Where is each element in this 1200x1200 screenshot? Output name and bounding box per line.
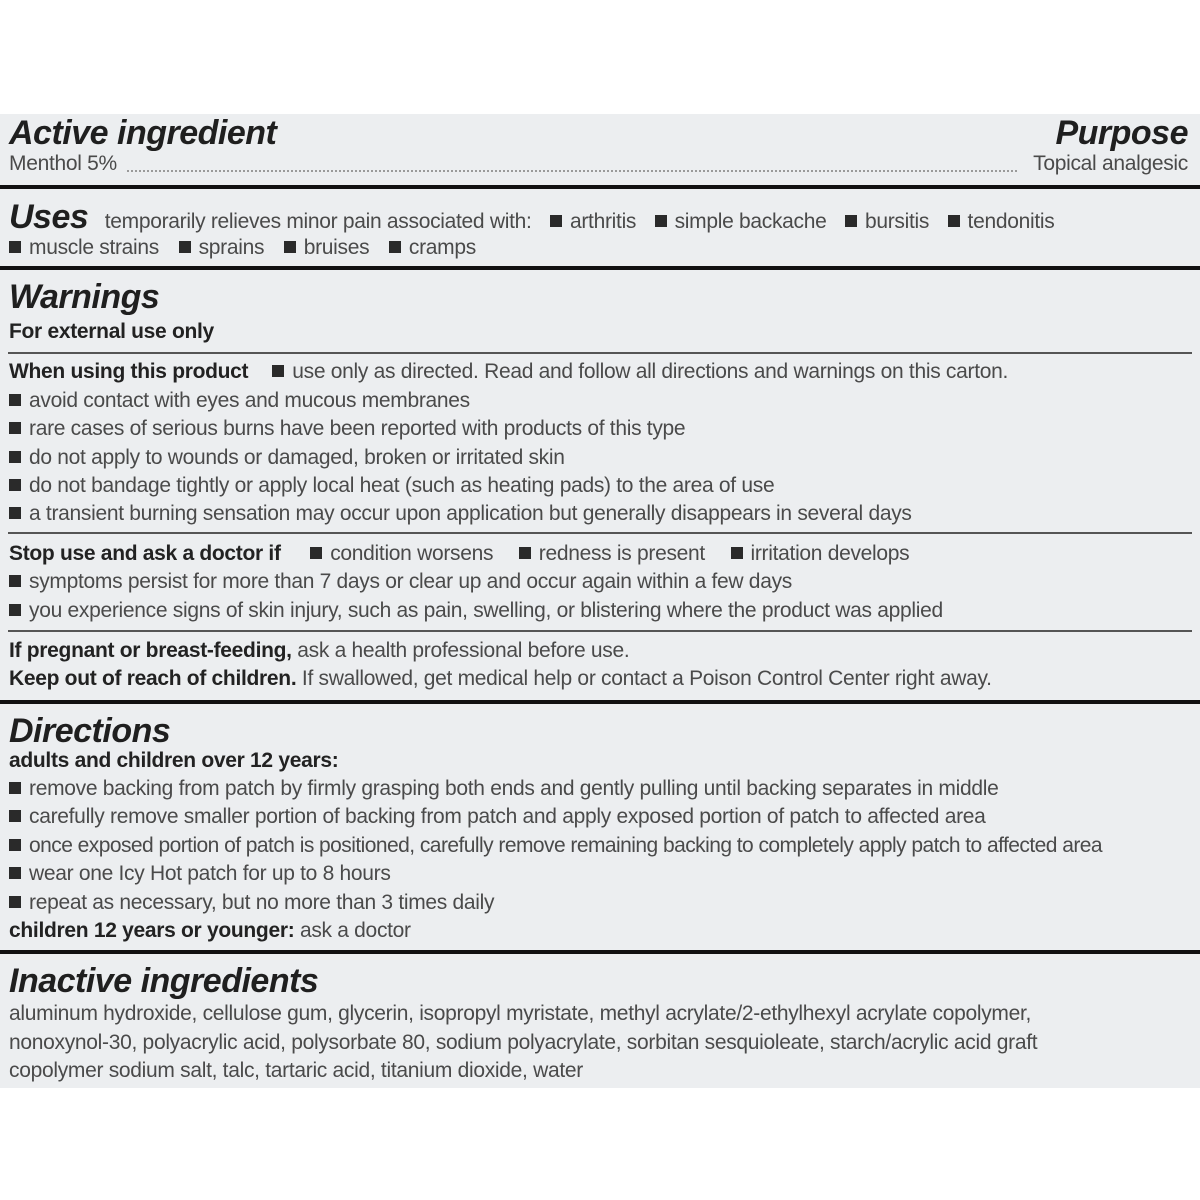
list-item: once exposed portion of patch is positioned, carefully remove remaining backing to completely apply patch to affected area: [9, 834, 1102, 858]
list-item: muscle strains: [9, 236, 159, 259]
leader-dots: [127, 170, 1017, 172]
list-item: tendonitis: [948, 210, 1055, 233]
list-item: repeat as necessary, but no more than 3 times daily: [9, 891, 494, 915]
list-item: carefully remove smaller portion of backing from patch and apply exposed portion of patch to affected area: [9, 805, 986, 829]
pregnant-line: If pregnant or breast-feeding, ask a health professional before use.: [9, 639, 630, 662]
children-line: children 12 years or younger: ask a doctor: [9, 919, 411, 942]
uses-line-1: [9, 198, 1054, 237]
pregnant-label: If pregnant or breast-feeding,: [9, 639, 292, 662]
inactive-ingredients-heading: Inactive ingredients: [9, 962, 319, 1000]
drug-facts-panel: [0, 114, 1200, 1088]
list-item: avoid contact with eyes and mucous membranes: [9, 389, 470, 413]
list-item: a transient burning sensation may occur upon application but generally disappears in several days: [9, 502, 912, 526]
list-item: you experience signs of skin injury, such as pain, swelling, or blistering where the product was applied: [9, 599, 943, 623]
section-divider: [0, 266, 1200, 270]
purpose-value: Topical analgesic: [1033, 152, 1188, 175]
when-using-label: When using this product: [9, 360, 249, 383]
list-item: cramps: [389, 236, 476, 259]
children-label: children 12 years or younger:: [9, 919, 295, 942]
section-divider: [0, 185, 1200, 189]
keep-out-label: Keep out of reach of children.: [9, 667, 297, 690]
active-ingredient-heading: Active ingredient: [9, 114, 277, 152]
inactive-ingredients-line: copolymer sodium salt, talc, tartaric acid, titanium dioxide, water: [9, 1059, 583, 1082]
thin-divider: [8, 630, 1192, 632]
list-item: symptoms persist for more than 7 days or clear up and occur again within a few days: [9, 570, 792, 594]
uses-intro: temporarily relieves minor pain associated with:: [104, 210, 532, 233]
inactive-ingredients-line: nonoxynol-30, polyacrylic acid, polysorbate 80, sodium polyacrylate, sorbitan sesquioleate, starch/acrylic acid graft: [9, 1031, 1038, 1054]
list-item: do not apply to wounds or damaged, broken or irritated skin: [9, 446, 565, 470]
uses-heading: Uses: [9, 198, 89, 236]
list-item: rare cases of serious burns have been reported with products of this type: [9, 417, 685, 441]
directions-heading: Directions: [9, 712, 171, 750]
warnings-heading: Warnings: [9, 278, 160, 316]
list-item: bruises: [284, 236, 370, 259]
thin-divider: [8, 352, 1192, 354]
keep-out-line: Keep out of reach of children. If swallowed, get medical help or contact a Poison Control Center right away.: [9, 667, 992, 690]
section-divider: [0, 700, 1200, 704]
inactive-ingredients-line: aluminum hydroxide, cellulose gum, glycerin, isopropyl myristate, methyl acrylate/2-ethylhexyl acrylate copolymer,: [9, 1002, 1032, 1025]
list-item: bursitis: [845, 210, 929, 233]
list-item: sprains: [179, 236, 265, 259]
stop-use-line: Stop use and ask a doctor if condition worsens redness is present irritation develops: [9, 542, 910, 565]
list-item: arthritis: [550, 210, 636, 233]
list-item: simple backache: [655, 210, 827, 233]
purpose-heading: Purpose: [1055, 114, 1188, 152]
adults-label: adults and children over 12 years:: [9, 749, 339, 772]
stop-use-label: Stop use and ask a doctor if: [9, 542, 281, 565]
external-use-text: For external use only: [9, 320, 214, 343]
active-ingredient-value: Menthol 5%: [9, 152, 117, 175]
thin-divider: [8, 532, 1192, 534]
when-using-line: When using this product use only as directed. Read and follow all directions and warnings on this carton.: [9, 360, 1009, 383]
list-item: remove backing from patch by firmly grasping both ends and gently pulling until backing separates in middle: [9, 777, 998, 801]
list-item: wear one Icy Hot patch for up to 8 hours: [9, 862, 391, 886]
list-item: do not bandage tightly or apply local heat (such as heating pads) to the area of use: [9, 474, 774, 498]
section-divider: [0, 950, 1200, 954]
uses-line-2: [9, 236, 476, 260]
